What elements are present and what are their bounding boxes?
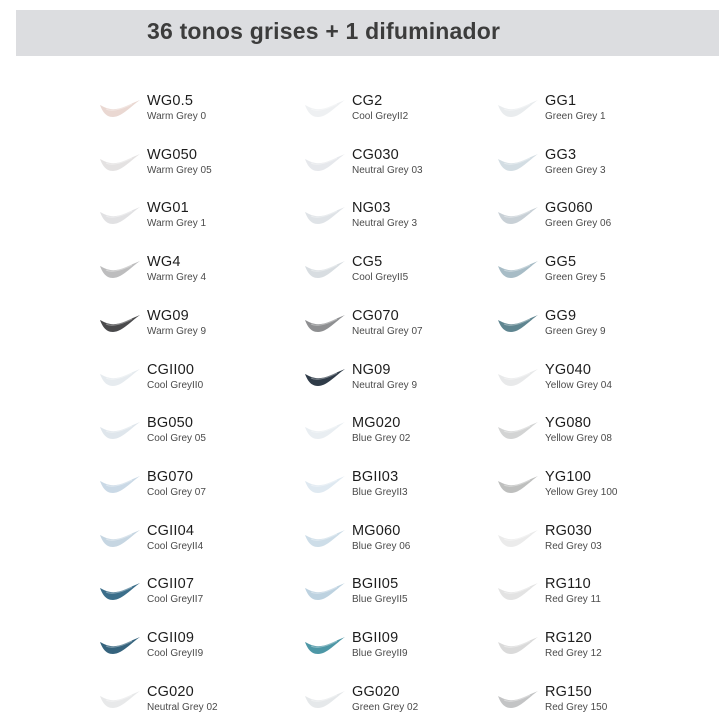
swatch-code: RG110 — [545, 576, 591, 593]
swatch-description: Green Grey 02 — [352, 701, 419, 713]
color-swatch — [303, 469, 503, 509]
color-swatch — [496, 523, 696, 563]
brush-stroke-icon — [98, 202, 142, 228]
swatch-description: Green Grey 06 — [545, 218, 612, 230]
color-swatch — [303, 630, 503, 670]
swatch-code: BG070 — [147, 468, 194, 485]
swatch-description: Blue Grey 02 — [352, 433, 411, 445]
brush-stroke-icon — [303, 364, 347, 390]
color-swatch — [98, 576, 298, 616]
swatch-code: GG020 — [352, 683, 400, 700]
swatch-code: WG050 — [147, 146, 198, 163]
swatch-description: Cool Grey 07 — [147, 486, 206, 498]
swatch-code: MG060 — [352, 522, 401, 539]
brush-stroke-icon — [303, 525, 347, 551]
page-title: 36 tonos grises + 1 difuminador — [147, 18, 501, 44]
color-swatch — [98, 523, 298, 563]
brush-stroke-icon — [496, 632, 540, 658]
swatch-code: RG120 — [545, 630, 592, 646]
color-swatch — [303, 93, 503, 133]
swatch-code: NG09 — [352, 361, 391, 378]
swatch-code: GG5 — [545, 254, 577, 271]
brush-stroke-icon — [98, 95, 142, 121]
color-swatch — [303, 523, 503, 563]
swatch-description: Neutral Grey 3 — [352, 218, 418, 230]
color-swatch — [496, 362, 696, 402]
swatch-code: CGII09 — [147, 630, 195, 646]
brush-stroke-icon — [98, 256, 142, 282]
swatch-description: Warm Grey 0 — [147, 111, 207, 122]
swatch-code: GG060 — [545, 200, 593, 217]
swatch-description: Warm Grey 9 — [147, 325, 207, 337]
swatch-code: BGII03 — [352, 468, 399, 485]
swatch-description: Blue Grey 06 — [352, 540, 411, 552]
brush-stroke-icon — [303, 95, 347, 121]
color-swatch — [303, 254, 503, 294]
brush-stroke-icon — [303, 686, 347, 712]
swatch-code: CGII04 — [147, 522, 195, 539]
color-swatch — [98, 200, 298, 240]
swatch-description: Cool Grey 05 — [147, 433, 206, 445]
swatch-description: Cool GreyII2 — [352, 111, 409, 122]
swatch-code: CG5 — [352, 254, 383, 271]
swatch-description: Warm Grey 1 — [147, 218, 207, 230]
swatch-description: Blue GreyII3 — [352, 486, 408, 498]
swatch-code: WG4 — [147, 254, 181, 271]
swatch-description: Yellow Grey 08 — [545, 433, 612, 445]
brush-stroke-icon — [496, 310, 540, 336]
swatch-description: Blue GreyII9 — [352, 648, 408, 659]
swatch-description: Cool GreyII0 — [147, 379, 204, 391]
swatch-description: Red Grey 12 — [545, 648, 602, 659]
brush-stroke-icon — [303, 256, 347, 282]
brush-stroke-icon — [496, 95, 540, 121]
swatch-description: Red Grey 150 — [545, 701, 608, 713]
swatch-code: GG3 — [545, 146, 577, 163]
color-swatch — [98, 362, 298, 402]
swatch-description: Green Grey 3 — [545, 164, 606, 176]
swatch-description: Green Grey 5 — [545, 272, 606, 284]
swatch-code: CG020 — [147, 683, 194, 700]
swatch-code: YG080 — [545, 415, 592, 432]
brush-stroke-icon — [496, 149, 540, 175]
swatch-description: Yellow Grey 100 — [545, 486, 618, 498]
swatch-code: YG040 — [545, 361, 592, 378]
brush-stroke-icon — [496, 525, 540, 551]
color-swatch — [98, 415, 298, 455]
color-swatch — [496, 415, 696, 455]
color-swatch — [303, 576, 503, 616]
swatch-code: CGII07 — [147, 576, 195, 593]
swatch-code: NG03 — [352, 200, 391, 217]
brush-stroke-icon — [98, 364, 142, 390]
brush-stroke-icon — [496, 471, 540, 497]
brush-stroke-icon — [98, 471, 142, 497]
swatch-description: Warm Grey 05 — [147, 164, 212, 176]
brush-stroke-icon — [98, 149, 142, 175]
color-swatch — [98, 93, 298, 133]
brush-stroke-icon — [496, 256, 540, 282]
swatch-description: Cool GreyII4 — [147, 540, 204, 552]
swatch-description: Neutral Grey 03 — [352, 164, 423, 176]
color-swatch — [98, 254, 298, 294]
color-swatch — [496, 254, 696, 294]
color-swatch — [98, 469, 298, 509]
swatch-description: Neutral Grey 02 — [147, 701, 218, 713]
brush-stroke-icon — [303, 149, 347, 175]
swatch-code: CG070 — [352, 307, 399, 324]
brush-stroke-icon — [98, 632, 142, 658]
brush-stroke-icon — [98, 578, 142, 604]
swatch-code: WG09 — [147, 307, 189, 324]
color-swatch — [496, 308, 696, 348]
color-swatch — [496, 630, 696, 670]
swatch-code: RG030 — [545, 522, 592, 539]
brush-stroke-icon — [303, 417, 347, 443]
swatch-code: WG01 — [147, 200, 189, 217]
brush-stroke-icon — [496, 364, 540, 390]
color-swatch — [303, 308, 503, 348]
color-swatch — [496, 684, 696, 724]
swatch-description: Cool GreyII5 — [352, 272, 409, 284]
swatch-description: Blue GreyII5 — [352, 594, 408, 606]
brush-stroke-icon — [303, 578, 347, 604]
brush-stroke-icon — [303, 310, 347, 336]
swatch-code: BG050 — [147, 415, 194, 432]
swatch-code: WG0.5 — [147, 93, 194, 109]
swatch-code: RG150 — [545, 683, 592, 700]
swatch-code: BGII05 — [352, 576, 399, 593]
swatch-description: Red Grey 11 — [545, 594, 601, 606]
brush-stroke-icon — [98, 686, 142, 712]
swatch-description: Green Grey 9 — [545, 325, 606, 337]
brush-stroke-icon — [98, 417, 142, 443]
swatch-description: Neutral Grey 07 — [352, 325, 423, 337]
swatch-code: BGII09 — [352, 630, 399, 646]
color-swatch — [98, 147, 298, 187]
swatch-code: GG1 — [545, 93, 577, 109]
color-swatch — [496, 576, 696, 616]
swatch-code: CG2 — [352, 93, 383, 109]
brush-stroke-icon — [496, 202, 540, 228]
brush-stroke-icon — [496, 686, 540, 712]
brush-stroke-icon — [303, 471, 347, 497]
swatch-code: MG020 — [352, 415, 401, 432]
swatch-code: CG030 — [352, 146, 399, 163]
swatch-description: Red Grey 03 — [545, 540, 602, 552]
color-swatch — [303, 362, 503, 402]
brush-stroke-icon — [496, 417, 540, 443]
color-swatch — [303, 200, 503, 240]
color-swatch — [98, 308, 298, 348]
brush-stroke-icon — [98, 525, 142, 551]
color-swatch — [98, 630, 298, 670]
swatch-description: Yellow Grey 04 — [545, 379, 612, 391]
color-swatch — [496, 200, 696, 240]
color-swatch — [303, 147, 503, 187]
swatch-description: Warm Grey 4 — [147, 272, 207, 284]
swatch-description: Neutral Grey 9 — [352, 379, 418, 391]
brush-stroke-icon — [496, 578, 540, 604]
brush-stroke-icon — [98, 310, 142, 336]
swatch-description: Cool GreyII9 — [147, 648, 204, 659]
swatch-code: GG9 — [545, 307, 577, 324]
color-swatch — [303, 684, 503, 724]
swatch-code: YG100 — [545, 468, 592, 485]
color-swatch — [496, 147, 696, 187]
color-swatch — [496, 469, 696, 509]
swatch-description: Green Grey 1 — [545, 111, 606, 122]
swatch-code: CGII00 — [147, 361, 195, 378]
brush-stroke-icon — [303, 202, 347, 228]
color-swatch — [303, 415, 503, 455]
color-swatch — [98, 684, 298, 724]
swatch-description: Cool GreyII7 — [147, 594, 204, 606]
color-swatch — [496, 93, 696, 133]
brush-stroke-icon — [303, 632, 347, 658]
